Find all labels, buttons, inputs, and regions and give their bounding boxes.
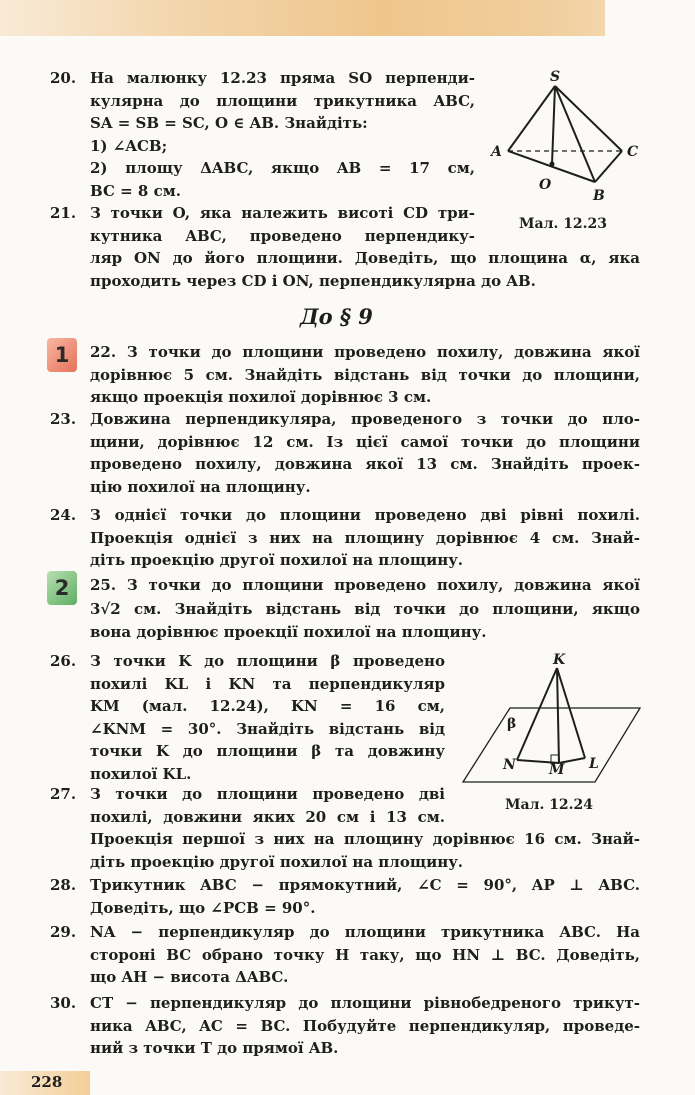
problem-number: 25. [90, 576, 117, 594]
problem-text-line: З точки O, яка належить висоті CD три- [90, 204, 475, 222]
problem-text-line: Проекція однієї з них на площину дорівнює 4 см. Знай- [90, 528, 640, 547]
page-number: 228 [31, 1073, 63, 1091]
problem-number: 28. [50, 876, 77, 894]
label-beta: β [507, 716, 517, 732]
problem-text-line: проведено похилу, довжина якої 13 см. Знайдіть проек- [90, 455, 640, 473]
problem-number: 24. [50, 506, 77, 524]
figure-caption: Мал. 12.24 [505, 797, 594, 813]
problem-text-line: вона дорівнює проекції похилої на площину. [90, 623, 487, 641]
problem-text-line: проходить через CD і ON, перпендикулярна до AB. [90, 271, 536, 290]
problem-text-line: З точки до площини проведено дві [90, 785, 445, 803]
edge-SO [552, 86, 555, 164]
problem-text-line: діть проекцію другої похилої на площину. [90, 852, 464, 871]
edge-KN [517, 668, 557, 760]
section-heading: До § 9 [300, 304, 373, 329]
problem-text-line: що AH − висота ΔABC. [90, 968, 289, 986]
problem-text-line: 22. З точки до площини проведено похилу, довжина якої [90, 343, 640, 361]
figure-12-24 [455, 650, 645, 785]
problem-text-line: похилої KL. [90, 764, 192, 783]
problem-number: 27. [50, 785, 77, 803]
problem-text-line: 2) площу ΔABC, якщо AB = 17 см, [90, 159, 475, 177]
problem-text-line: 3√2 см. Знайдіть відстань від точки до площини, якщо [90, 600, 640, 618]
problem-text-line: якщо проекція похилої дорівнює 3 см. [90, 388, 432, 406]
problem-text-line: похилі, довжини яких 20 см і 13 см. [90, 807, 445, 826]
problem-text-line: похилі KL і KN та перпендикуляр [90, 674, 445, 693]
edge-SC [555, 86, 622, 151]
edge-KM [557, 668, 559, 763]
problem-text-line: SA = SB = SC, O ∈ AB. Знайдіть: [90, 114, 368, 132]
problem-number: 30. [50, 994, 77, 1012]
problem-text-line: Трикутник ABC − прямокутний, ∠C = 90°, AP ⊥ ABC. [90, 876, 640, 894]
problem-text-line: ника ABC, AC = BC. Побудуйте перпендикуляр, проведе- [90, 1016, 640, 1035]
label-M: M [549, 762, 565, 778]
problem-text-line: BC = 8 см. [90, 181, 181, 200]
edge-KL [557, 668, 585, 758]
problem-text-line: дорівнює 5 см. Знайдіть відстань від точки до площини, [90, 365, 640, 384]
problem-number: 29. [50, 923, 77, 941]
problem-text-line: кутника ABC, проведено перпендику- [90, 226, 475, 245]
problem-number: 20. [50, 69, 77, 87]
problem-text-line: стороні BC обрано точку H таку, що HN ⊥ BC. Доведіть, [90, 945, 640, 964]
problem-text-line: CT − перпендикуляр до площини рівнобедреного трикут- [90, 994, 640, 1012]
edge-BC [595, 151, 622, 182]
problem-text-line: NA − перпендикуляр до площини трикутника ABC. На [90, 923, 640, 941]
label-O: O [539, 177, 552, 193]
problem-text-line: З однієї точки до площини проведено дві рівні похилі. [90, 506, 640, 524]
label-K: K [553, 652, 566, 668]
point-O [550, 162, 555, 167]
figure-caption: Мал. 12.23 [519, 216, 608, 232]
problem-text-line: 1) ∠ACB; [90, 136, 168, 155]
label-C: C [627, 144, 639, 160]
problem-text-line: Доведіть, що ∠PCB = 90°. [90, 898, 316, 917]
problem-text-line: З точки K до площини β проведено [90, 652, 445, 670]
problem-text-line: На малюнку 12.23 пряма SO перпенди- [90, 69, 475, 87]
problem-text-line: KM (мал. 12.24), KN = 16 см, [90, 697, 445, 715]
edge-SB [555, 86, 595, 182]
level-2-badge: 2 [47, 571, 77, 605]
level-1-badge: 1 [47, 338, 77, 372]
label-N: N [503, 757, 516, 773]
label-A: A [491, 144, 502, 160]
problem-text-line: 25. З точки до площини проведено похилу, довжина якої [90, 576, 640, 594]
problem-text-line: кулярна до площини трикутника ABC, [90, 91, 475, 110]
problem-number: 22. [90, 343, 117, 361]
problem-text-line: точки K до площини β та довжину [90, 742, 445, 760]
label-L: L [589, 756, 599, 772]
edge-SA [508, 86, 555, 151]
problem-text-line: Проекція першої з них на площину дорівнює 16 см. Знай- [90, 830, 640, 848]
problem-text-line: ний з точки T до прямої AB. [90, 1039, 339, 1057]
problem-text-line: ляр ON до його площини. Доведіть, що площина α, яка [90, 249, 640, 267]
problem-text-line: щини, дорівнює 12 см. Із цієї самої точки до площини [90, 432, 640, 451]
problem-number: 26. [50, 652, 77, 670]
problem-number: 23. [50, 410, 77, 428]
label-S: S [550, 69, 561, 85]
problem-text-line: Довжина перпендикуляра, проведеного з точки до пло- [90, 410, 640, 428]
problem-text-line: діть проекцію другої похилої на площину. [90, 551, 464, 569]
problem-number: 21. [50, 204, 77, 222]
top-decorative-bar [0, 0, 695, 36]
figure-12-23 [480, 64, 650, 214]
label-B: B [593, 188, 605, 204]
problem-text-line: цію похилої на площину. [90, 477, 311, 496]
problem-text-line: ∠KNM = 30°. Знайдіть відстань від [90, 719, 445, 738]
